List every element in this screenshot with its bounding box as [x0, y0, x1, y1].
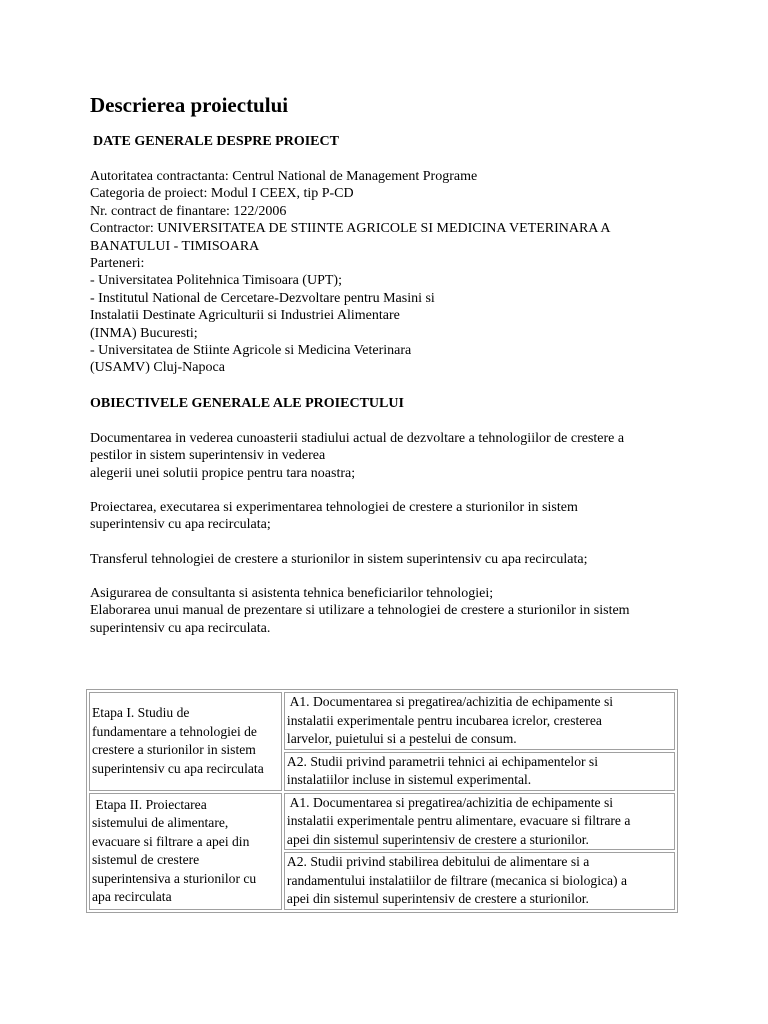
- objective-line: alegerii unei solutii propice pentru tara noastra;: [90, 465, 356, 481]
- partner-item: - Institutul National de Cercetare-Dezvoltare pentru Masini si: [90, 290, 435, 306]
- objective-paragraph: [90, 585, 690, 637]
- objective-line: pestilor in sistem superintensiv in vederea: [90, 448, 326, 464]
- stage-line: fundamentare a tehnologiei de: [92, 723, 257, 739]
- activity-line: apei din sistemul superintensiv de crestere a sturionilor.: [286, 831, 589, 847]
- activity-cell: [284, 692, 675, 750]
- activity-line: instalatii experimentale pentru alimentare, evacuare si filtrare a: [286, 813, 631, 828]
- objective-line: Asigurarea de consultanta si asistenta tehnica beneficiarilor tehnologiei;: [90, 586, 494, 601]
- activity-line: larvelor, puietului si a pestelui de consum.: [286, 731, 517, 746]
- activity-cell: [284, 852, 675, 910]
- partner-item: - Universitatea Politehnica Timisoara (UPT);: [90, 273, 342, 289]
- objective-line: superintensiv cu apa recirculata.: [90, 620, 271, 636]
- partner-item-cont: Instalatii Destinate Agriculturii si Industriei Alimentare: [90, 308, 400, 324]
- objective-paragraph: [90, 551, 690, 568]
- info-line-contract-number: Nr. contract de finantare: 122/2006: [90, 203, 287, 219]
- activity-line: A2. Studii privind stabilirea debitului de alimentare si a: [286, 854, 590, 869]
- info-line-contractor-cont: BANATULUI - TIMISOARA: [90, 238, 260, 254]
- stage-line: Etapa II. Proiectarea: [92, 796, 207, 812]
- partner-item: - Universitatea de Stiinte Agricole si Medicina Veterinara: [90, 343, 412, 359]
- partner-item-cont: (USAMV) Cluj-Napoca: [90, 360, 225, 376]
- table-row: [89, 793, 675, 851]
- activity-line: A1. Documentarea si pregatirea/achizitia de echipamente si: [286, 694, 614, 709]
- activity-line: A2. Studii privind parametrii tehnici ai echipamentelor si: [286, 753, 598, 769]
- table-row: [89, 692, 675, 750]
- activity-line: randamentului instalatiilor de filtrare (mecanica si biologica) a: [286, 872, 628, 888]
- info-line-contractor: Contractor: UNIVERSITATEA DE STIINTE AGRICOLE SI MEDICINA VETERINARA A: [90, 221, 611, 237]
- stage-line: sistemul de crestere: [92, 852, 200, 867]
- objective-line: superintensiv cu apa recirculata;: [90, 517, 271, 533]
- info-line-partners-label: Parteneri:: [90, 256, 145, 272]
- objective-paragraph: [90, 430, 690, 482]
- activity-line: apei din sistemul superintensiv de crestere a sturionilor.: [286, 891, 589, 906]
- stage-line: superintensiva a sturionilor cu: [92, 870, 257, 886]
- stage-line: Etapa I. Studiu de: [92, 705, 190, 721]
- stage-line: crestere a sturionilor in sistem: [92, 742, 256, 758]
- page-title: Descrierea proiectului: [90, 93, 289, 117]
- activity-cell: [284, 793, 675, 851]
- objective-line: Elaborarea unui manual de prezentare si utilizare a tehnologiei de crestere a sturionilor in sistem: [90, 603, 630, 619]
- objective-line: Documentarea in vederea cunoasterii stadiului actual de dezvoltare a tehnologiilor de crestere a: [90, 431, 625, 446]
- partner-item-cont: (INMA) Bucuresti;: [90, 325, 198, 341]
- general-info-block: [90, 168, 690, 377]
- section-heading-general: DATE GENERALE DESPRE PROIECT: [93, 134, 339, 149]
- info-line-category: Categoria de proiect: Modul I CEEX, tip P-CD: [90, 186, 354, 202]
- objective-paragraph: [90, 499, 690, 534]
- activity-line: A1. Documentarea si pregatirea/achizitia de echipamente si: [286, 794, 614, 810]
- objective-line: Transferul tehnologiei de crestere a sturionilor in sistem superintensiv cu apa recirculata;: [90, 552, 588, 567]
- stage-line: apa recirculata: [92, 889, 172, 904]
- activity-line: instalatiilor incluse in sistemul experimental.: [286, 772, 532, 787]
- stage-line: superintensiv cu apa recirculata: [92, 760, 264, 776]
- objective-line: Proiectarea, executarea si experimentarea tehnologiei de crestere a sturionilor in sistem: [90, 500, 578, 515]
- stage-line: sistemului de alimentare,: [92, 815, 229, 830]
- section-heading-objectives: OBIECTIVELE GENERALE ALE PROIECTULUI: [90, 396, 404, 411]
- activity-line: instalatii experimentale pentru incubarea icrelor, cresterea: [286, 712, 602, 728]
- info-line-authority: Autoritatea contractanta: Centrul National de Management Programe: [90, 169, 478, 184]
- stages-table: [86, 689, 678, 913]
- stage-cell: [89, 692, 282, 791]
- stage-line: evacuare si filtrare a apei din: [92, 833, 250, 849]
- activity-cell: [284, 752, 675, 791]
- stage-cell: [89, 793, 282, 910]
